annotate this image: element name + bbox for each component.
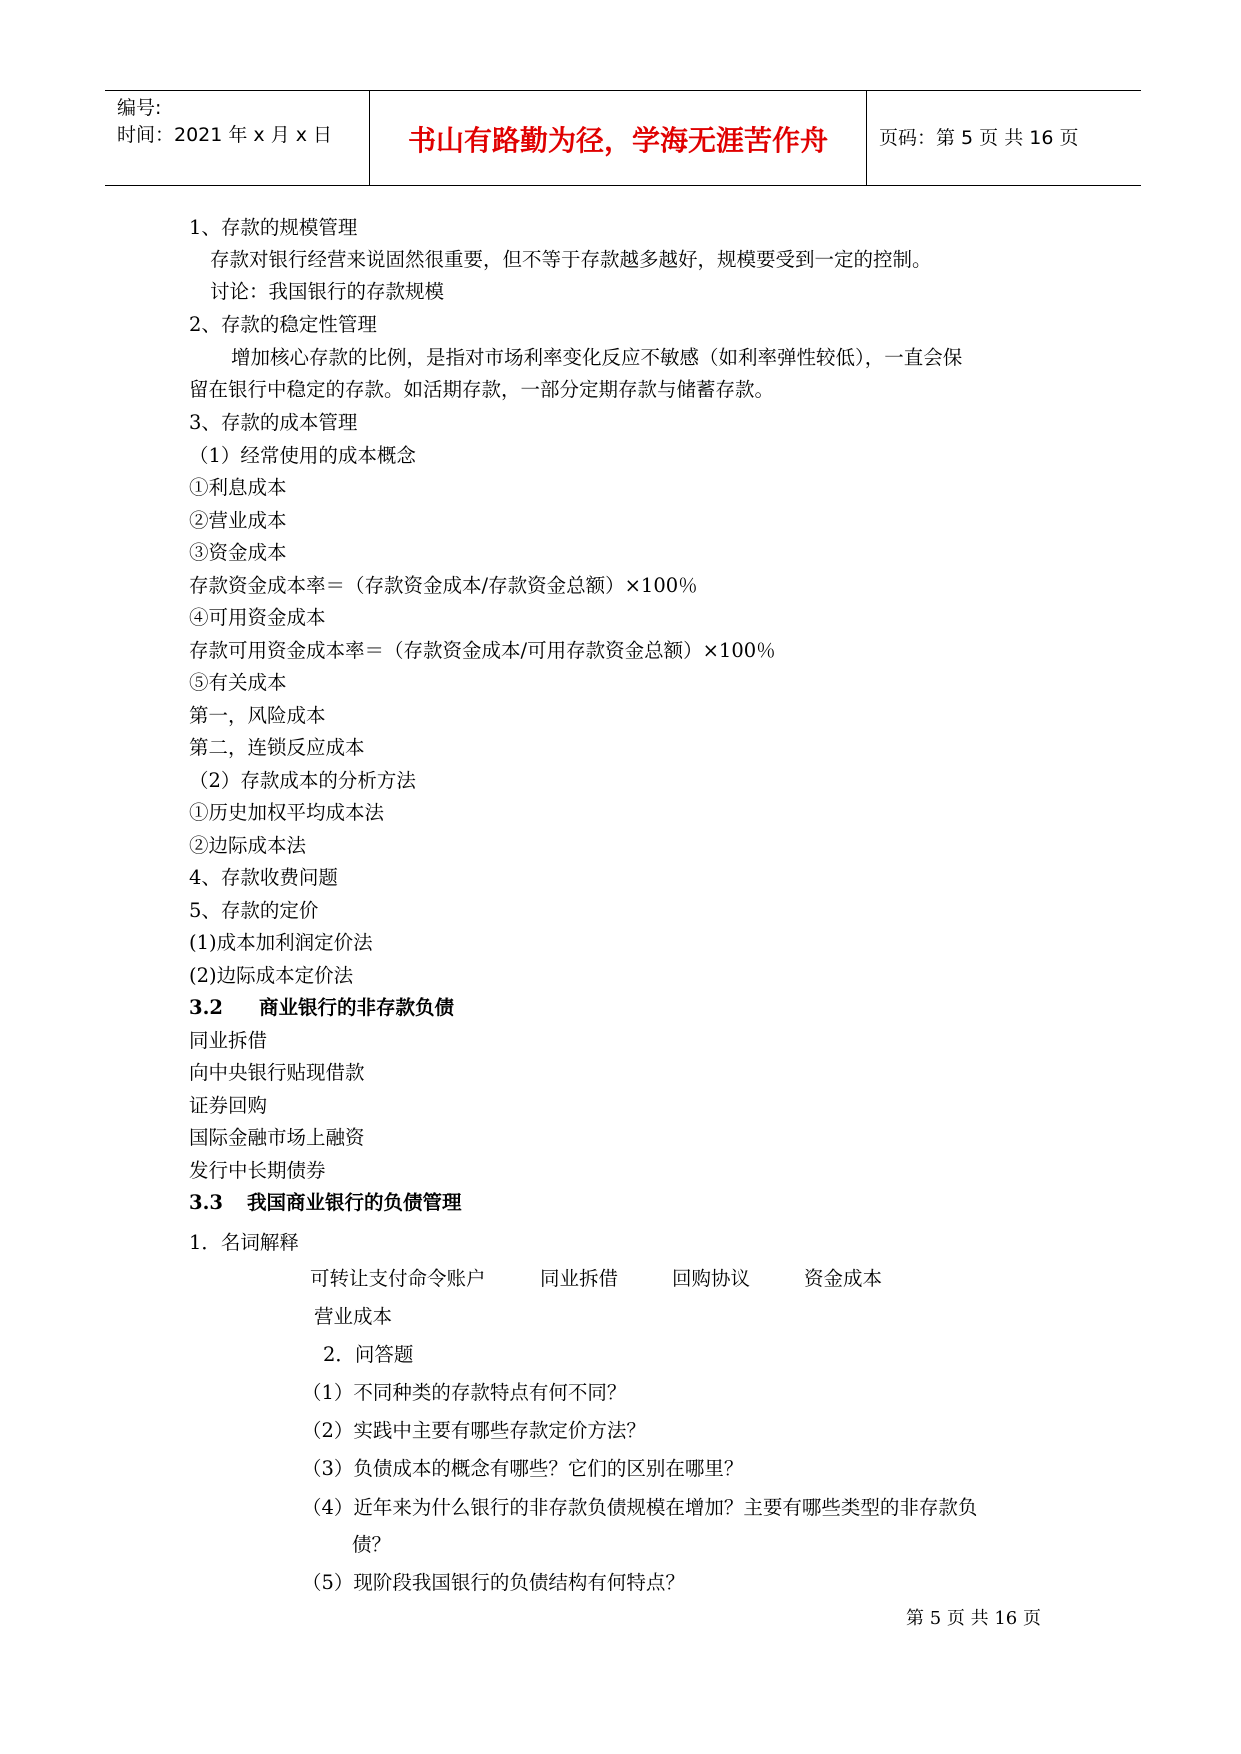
heading-deposit-stability: 2、存款的稳定性管理 <box>189 313 377 336</box>
question-item: （3）负债成本的概念有哪些？它们的区别在哪里？ <box>302 1457 744 1480</box>
list-item: 国际金融市场上融资 <box>189 1126 365 1149</box>
question-item: （2）实践中主要有哪些存款定价方法？ <box>302 1419 646 1442</box>
subheading: （1）经常使用的成本概念 <box>189 444 416 467</box>
list-item: ②营业成本 <box>189 509 287 532</box>
term-item: 营业成本 <box>314 1305 393 1328</box>
paragraph-line: 存款对银行经营来说固然很重要，但不等于存款越多越好，规模要受到一定的控制。 <box>210 248 932 271</box>
page-header <box>105 90 1141 186</box>
list-item: ①利息成本 <box>189 476 287 499</box>
header-left-cell <box>105 91 370 185</box>
list-item: (1)成本加利润定价法 <box>189 931 373 954</box>
section-number: 3.2 <box>189 996 223 1019</box>
list-item: ③资金成本 <box>189 541 287 564</box>
header-motto: 书山有路勤为径，学海无涯苦作舟 <box>407 124 828 157</box>
subheading: （2）存款成本的分析方法 <box>189 769 416 792</box>
header-page-label: 页码：第 5 页 共 16 页 <box>879 127 1079 149</box>
formula-line: 存款资金成本率＝（存款资金成本/存款资金总额）×100％ <box>189 574 698 597</box>
term-item: 可转让支付命令账户 <box>310 1267 486 1290</box>
term-item: 同业拆借 <box>540 1267 619 1290</box>
section-title: 商业银行的非存款负债 <box>258 996 454 1019</box>
document-number-label: 编号: <box>117 97 162 119</box>
section-heading-3-3 <box>189 1191 461 1215</box>
page-footer-number: 第 5 页 共 16 页 <box>906 1608 1041 1629</box>
list-item: ⑤有关成本 <box>189 671 287 694</box>
term-item: 回购协议 <box>672 1267 751 1290</box>
document-time-label: 时间：2021 年 x 月 x 日 <box>117 124 333 146</box>
list-item: 向中央银行贴现借款 <box>189 1061 365 1084</box>
list-item: 发行中长期债券 <box>189 1159 326 1182</box>
paragraph-line: 留在银行中稳定的存款。如活期存款，一部分定期存款与储蓄存款。 <box>189 378 775 401</box>
question-item: （5）现阶段我国银行的负债结构有何特点？ <box>302 1571 685 1594</box>
heading-deposit-scale: 1、存款的规模管理 <box>189 216 358 239</box>
section-number: 3.3 <box>189 1191 223 1214</box>
question-item-continuation: 债？ <box>352 1533 392 1556</box>
heading-deposit-pricing: 5、存款的定价 <box>189 899 319 922</box>
question-item: （1）不同种类的存款特点有何不同？ <box>302 1381 627 1404</box>
exercise-heading-terms: 1．名词解释 <box>189 1231 299 1254</box>
heading-deposit-fees: 4、存款收费问题 <box>189 866 338 889</box>
header-motto-cell <box>370 91 867 185</box>
heading-deposit-cost: 3、存款的成本管理 <box>189 411 358 434</box>
list-item: 第二，连锁反应成本 <box>189 736 365 759</box>
exercise-heading-questions: 2．问答题 <box>323 1343 414 1366</box>
paragraph-line: 讨论：我国银行的存款规模 <box>210 280 445 303</box>
section-title: 我国商业银行的负债管理 <box>246 1191 462 1214</box>
list-item: 第一，风险成本 <box>189 704 326 727</box>
term-item: 资金成本 <box>804 1267 883 1290</box>
list-item: 同业拆借 <box>189 1029 268 1052</box>
formula-line: 存款可用资金成本率＝（存款资金成本/可用存款资金总额）×100％ <box>189 639 776 662</box>
list-item: (2)边际成本定价法 <box>189 964 354 987</box>
paragraph-line: 增加核心存款的比例，是指对市场利率变化反应不敏感（如利率弹性较低），一直会保 <box>231 346 963 369</box>
list-item: ①历史加权平均成本法 <box>189 801 385 824</box>
list-item: ②边际成本法 <box>189 834 307 857</box>
section-heading-3-2 <box>189 996 454 1020</box>
list-item: ④可用资金成本 <box>189 606 326 629</box>
list-item: 证券回购 <box>189 1094 268 1117</box>
header-page-cell <box>867 91 1141 185</box>
question-item: （4）近年来为什么银行的非存款负债规模在增加？主要有哪些类型的非存款负 <box>302 1496 978 1519</box>
